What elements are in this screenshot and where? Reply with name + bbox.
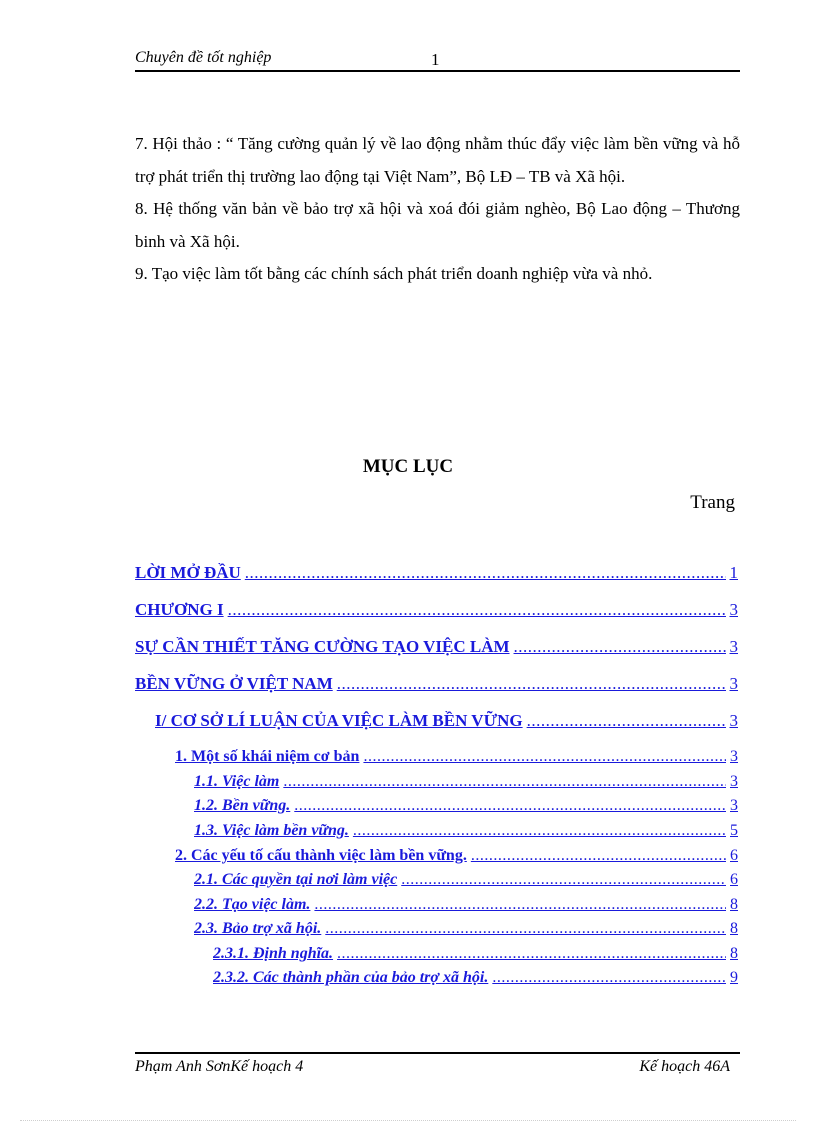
reference-item: 8. Hệ thống văn bản về bảo trợ xã hội và xoá đói giảm nghèo, Bộ Lao động – Thương binh và Xã hội. xyxy=(135,199,740,251)
toc-entry-page: 3 xyxy=(730,748,738,765)
toc-leader-dots xyxy=(333,674,726,694)
toc-entry-label: 2.3. Bảo trợ xã hội. xyxy=(194,920,322,937)
page-header xyxy=(135,48,740,72)
toc-leader-dots xyxy=(510,637,726,657)
page-footer xyxy=(135,1052,740,1075)
toc-entry-page: 3 xyxy=(729,637,738,656)
toc-entry-page: 8 xyxy=(730,920,738,937)
toc-entry-khai-niem-co-ban[interactable] xyxy=(175,748,738,766)
toc-entry-label: 1.3. Việc làm bền vững. xyxy=(194,822,349,839)
toc-entry-page: 3 xyxy=(729,600,738,619)
toc-page-column-label: Trang xyxy=(690,492,735,513)
toc-entry-label: I/ CƠ SỞ LÍ LUẬN CỦA VIỆC LÀM BỀN VỮNG xyxy=(155,711,523,730)
toc-entry-dinh-nghia[interactable] xyxy=(213,945,738,963)
toc-entry-page: 8 xyxy=(730,896,738,913)
footer-author: Phạm Anh SơnKế hoạch 4 xyxy=(135,1058,304,1075)
toc-entry-label: CHƯƠNG I xyxy=(135,600,224,619)
toc-leader-dots xyxy=(523,711,726,731)
toc-entry-ben-vung-o-viet-nam[interactable] xyxy=(135,674,738,694)
toc-entry-label: LỜI MỞ ĐẦU xyxy=(135,563,241,582)
toc-entry-su-can-thiet[interactable] xyxy=(135,637,738,657)
toc-entry-label: 1.1. Việc làm xyxy=(194,773,280,790)
toc-entry-label: 2.3.2. Các thành phần của bảo trợ xã hội. xyxy=(213,969,489,986)
toc-entry-label: SỰ CẦN THIẾT TĂNG CƯỜNG TẠO VIỆC LÀM xyxy=(135,637,510,656)
toc-entry-label: 2.1. Các quyền tại nơi làm việc xyxy=(194,871,398,888)
toc-entry-page: 1 xyxy=(729,563,738,582)
toc-entry-page: 3 xyxy=(729,674,738,693)
toc-entry-label: BỀN VỮNG Ở VIỆT NAM xyxy=(135,674,333,693)
toc-entry-page: 3 xyxy=(730,797,738,814)
toc-entry-loi-mo-dau[interactable] xyxy=(135,563,738,583)
toc-leader-dots xyxy=(224,600,726,620)
toc-entry-label: 2.2. Tạo việc làm. xyxy=(194,896,311,913)
toc-leader-dots xyxy=(488,969,726,987)
toc-leader-dots xyxy=(333,945,726,963)
toc-leader-dots xyxy=(290,797,726,815)
toc-entry-bao-tro-xa-hoi[interactable] xyxy=(194,920,738,938)
page-separator xyxy=(20,1120,796,1121)
toc-leader-dots xyxy=(349,822,726,840)
toc-entry-page: 6 xyxy=(730,847,738,864)
toc-entry-viec-lam-ben-vung[interactable] xyxy=(194,822,738,840)
toc-entry-cac-yeu-to[interactable] xyxy=(175,847,738,865)
footer-class: Kế hoạch 46A xyxy=(639,1058,730,1075)
toc-title: MỤC LỤC xyxy=(362,456,454,477)
toc-entry-page: 6 xyxy=(730,871,738,888)
toc-leader-dots xyxy=(359,748,726,766)
toc-leader-dots xyxy=(397,871,726,889)
header-title: Chuyên đề tốt nghiệp xyxy=(135,49,272,66)
reference-item: 7. Hội thảo : “ Tăng cường quản lý về lao động nhằm thúc đẩy việc làm bền vững và hỗ trợ phát triển thị trường lao động tại Việt Nam”, Bộ LĐ – TB và Xã hội. xyxy=(135,134,740,186)
toc-entry-ben-vung[interactable] xyxy=(194,797,738,815)
toc-entry-chuong-1[interactable] xyxy=(135,600,738,620)
toc-entry-page: 3 xyxy=(730,773,738,790)
toc-entry-tao-viec-lam[interactable] xyxy=(194,896,738,914)
toc-entry-label: 1.2. Bền vững. xyxy=(194,797,291,814)
page-number: 1 xyxy=(431,50,440,69)
toc-leader-dots xyxy=(279,773,726,791)
toc-entry-label: 2. Các yếu tố cấu thành việc làm bền vững. xyxy=(175,847,467,864)
references-list xyxy=(135,128,740,291)
toc-entry-label: 1. Một số khái niệm cơ bản xyxy=(175,748,360,765)
toc-entry-page: 3 xyxy=(729,711,738,730)
toc-entry-page: 8 xyxy=(730,945,738,962)
toc-entry-viec-lam[interactable] xyxy=(194,773,738,791)
toc-entry-cac-quyen[interactable] xyxy=(194,871,738,889)
toc-leader-dots xyxy=(467,847,726,865)
toc-entry-label: 2.3.1. Định nghĩa. xyxy=(213,945,334,962)
toc-leader-dots xyxy=(310,896,726,914)
toc-entry-page: 9 xyxy=(730,969,738,986)
toc-leader-dots xyxy=(241,563,726,583)
toc-entry-co-so-li-luan[interactable] xyxy=(155,711,738,731)
reference-item: 9. Tạo việc làm tốt bằng các chính sách phát triển doanh nghiệp vừa và nhỏ. xyxy=(135,264,653,283)
toc-leader-dots xyxy=(321,920,726,938)
toc-entry-page: 5 xyxy=(730,822,738,839)
toc-entry-thanh-phan-bao-tro[interactable] xyxy=(213,969,738,987)
